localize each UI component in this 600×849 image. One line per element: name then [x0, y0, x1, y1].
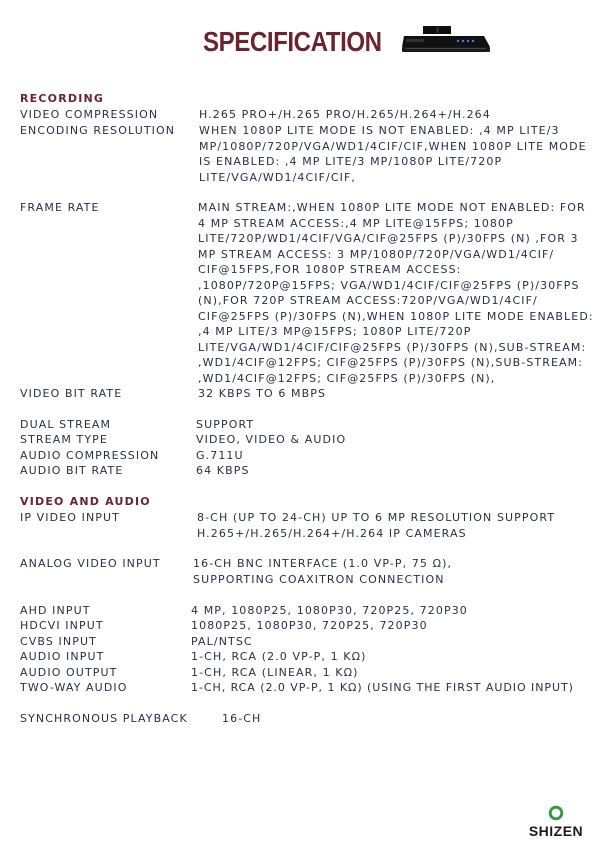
label-ip-video-input: IP VIDEO INPUT — [20, 511, 120, 524]
value-cvbs-input: PAL/NTSC — [191, 635, 253, 648]
label-hdcvi-input: HDCVI INPUT — [20, 619, 104, 632]
value-dual-stream: SUPPORT — [196, 418, 255, 431]
label-ahd-input: AHD INPUT — [20, 604, 91, 617]
value-ahd-input: 4 MP, 1080P25, 1080P30, 720P25, 720P30 — [191, 604, 468, 617]
value-two-way-audio: 1-CH, RCA (2.0 VP-P, 1 KΩ) (USING THE FIRST AUDIO INPUT) — [191, 681, 574, 694]
logo-text: SHIZEN — [528, 823, 584, 839]
label-analog-video-input: ANALOG VIDEO INPUT — [20, 557, 161, 570]
label-encoding-resolution: ENCODING RESOLUTION — [20, 124, 176, 137]
label-audio-bit-rate: AUDIO BIT RATE — [20, 464, 124, 477]
label-audio-input: AUDIO INPUT — [20, 650, 105, 663]
label-cvbs-input: CVBS INPUT — [20, 635, 97, 648]
value-audio-bit-rate: 64 KBPS — [196, 464, 250, 477]
label-audio-compression: AUDIO COMPRESSION — [20, 449, 160, 462]
label-stream-type: STREAM TYPE — [20, 433, 108, 446]
label-frame-rate: FRAME RATE — [20, 201, 100, 214]
page-title: SPECIFICATION — [203, 26, 382, 57]
value-synchronous-playback: 16-CH — [222, 712, 262, 725]
value-stream-type: VIDEO, VIDEO & AUDIO — [196, 433, 347, 446]
label-audio-output: AUDIO OUTPUT — [20, 666, 118, 679]
label-dual-stream: DUAL STREAM — [20, 418, 112, 431]
value-video-compression: H.265 PRO+/H.265 PRO/H.265/H.264+/H.264 — [199, 108, 491, 121]
dvr-device-image — [400, 26, 492, 56]
value-audio-compression: G.711U — [196, 449, 244, 462]
label-video-bit-rate: VIDEO BIT RATE — [20, 387, 123, 400]
value-ip-video-input: 8-CH (UP TO 24-CH) UP TO 6 MP RESOLUTION SUPPORT H.265+/H.265/H.264+/H.264 IP CAMERAS — [197, 511, 556, 540]
section-video-and-audio: VIDEO AND AUDIO — [20, 495, 151, 508]
value-analog-video-input: 16-CH BNC INTERFACE (1.0 VP-P, 75 Ω), SUPPORTING COAXITRON CONNECTION — [193, 557, 453, 586]
label-synchronous-playback: SYNCHRONOUS PLAYBACK — [20, 712, 188, 725]
value-video-bit-rate: 32 KBPS TO 6 MBPS — [198, 387, 327, 400]
value-audio-output: 1-CH, RCA (LINEAR, 1 KΩ) — [191, 666, 359, 679]
value-hdcvi-input: 1080P25, 1080P30, 720P25, 720P30 — [191, 619, 428, 632]
value-audio-input: 1-CH, RCA (2.0 VP-P, 1 KΩ) — [191, 650, 367, 663]
shizen-logo — [526, 805, 586, 839]
value-encoding-resolution: WHEN 1080P LITE MODE IS NOT ENABLED: ,4 MP LITE/3 MP/1080P/720P/VGA/WD1/4CIF/CIF,WHEN 1080P LITE MODE IS ENABLED: ,4 MP LITE/3 MP/1080P LITE/720P LITE/VGA/WD1/4CIF/CIF, — [199, 124, 587, 184]
label-two-way-audio: TWO-WAY AUDIO — [20, 681, 128, 694]
value-frame-rate: MAIN STREAM:,WHEN 1080P LITE MODE NOT ENABLED: FOR 4 MP STREAM ACCESS:,4 MP LITE@15FPS; 1080P LITE/720P/WD1/4CIF/VGA/CIF@25FPS (P)/30FPS (N) ,FOR 3 MP STREAM ACCESS: 3 MP/1080P/720P/VGA/WD1/4CIF/ CIF@15FPS,FOR 1080P STREAM ACCESS: ,1080P/720P@15FPS; VGA/WD1/4CIF/CIF@25FPS (P)/30FPS (N),FOR 720P STREAM ACCESS:720P/VGA/WD1/4CIF/ CIF@25FPS (P)/30FPS (N),WHEN 1080P LITE MODE ENABLED: ,4 MP LITE/3 MP@15FPS; 1080P LITE/720P LITE/VGA/WD1/4CIF/CIF@25FPS (P)/30FPS (N),SUB-STREAM: ,WD1/4CIF@12FPS; CIF@25FPS (P)/30FPS (N),SUB-STREAM: ,WD1/4CIF@12FPS; CIF@25FPS (P)/30FPS (N), — [198, 201, 594, 385]
section-recording: RECORDING — [20, 92, 105, 105]
logo-ring-icon — [548, 805, 564, 821]
label-video-compression: VIDEO COMPRESSION — [20, 108, 159, 121]
